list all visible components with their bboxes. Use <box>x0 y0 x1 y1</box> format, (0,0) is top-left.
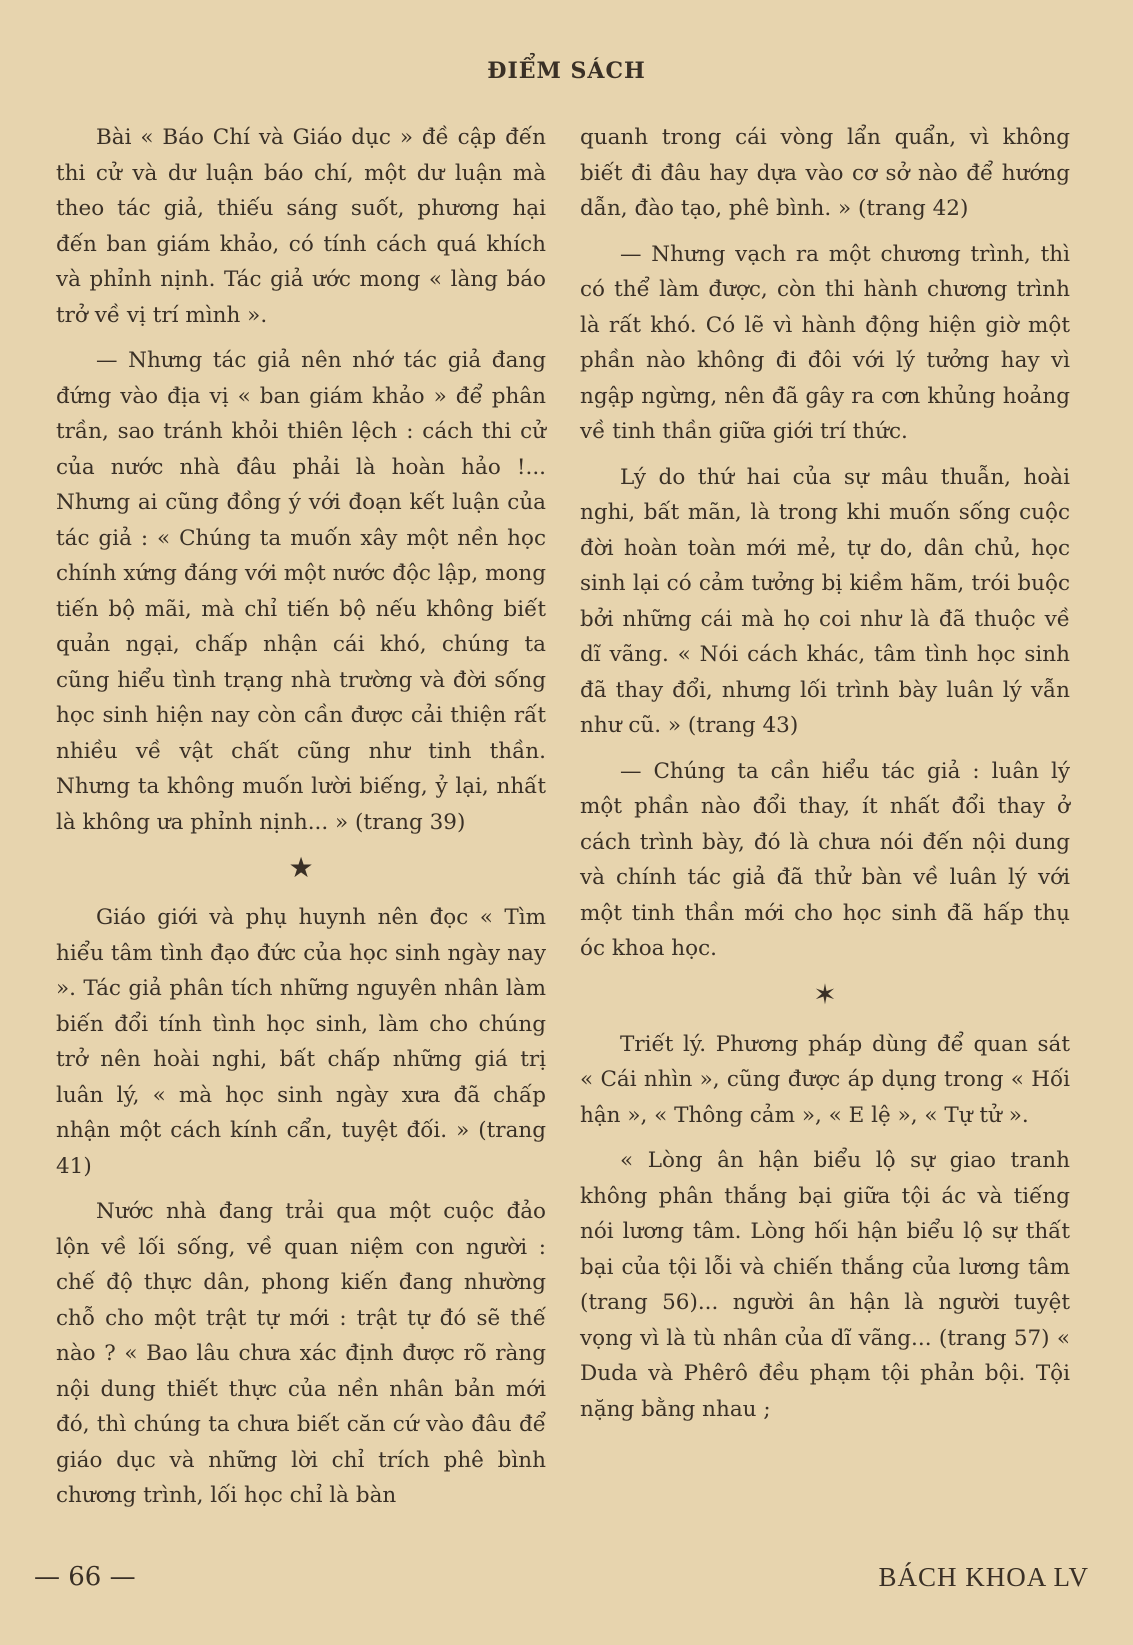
magazine-title: BÁCH KHOA LV <box>878 1562 1089 1592</box>
star-separator: ★ <box>288 851 314 884</box>
left-column <box>56 120 546 1524</box>
paragraph: Lý do thứ hai của sự mâu thuẫn, hoài nghi, bất mãn, là trong khi muốn sống cuộc đời hoàn toàn mới mẻ, tự do, dân chủ, học sinh lại có cảm tưởng bị kiềm hãm, trói buộc bởi những cái mà họ coi như là đã thuộc về dĩ vãng. « Nói cách khác, tâm tình học sinh đã thay đổi, nhưng lối trình bày luân lý vẫn như cũ. » (trang 43) <box>580 464 1070 738</box>
paragraph: Nước nhà đang trải qua một cuộc đảo lộn về lối sống, về quan niệm con người : chế độ thực dân, phong kiến đang nhường chỗ cho một trật tự mới : trật tự đó sẽ thế nào ? « Bao lâu chưa xác định được rõ ràng nội dung thiết thực của nền nhân bản mới đó, thì chúng ta chưa biết căn cứ vào đâu để giáo dục và những lời chỉ trích phê bình chương trình, lối học chỉ là bàn <box>56 1199 546 1508</box>
right-column <box>580 120 1070 1437</box>
page-number: — 66 — <box>34 1562 136 1592</box>
paragraph: Triết lý. Phương pháp dùng để quan sát « Cái nhìn », cũng được áp dụng trong « Hối hận », « Thông cảm », « E lệ », « Tự tử ». <box>580 1031 1070 1128</box>
page-header: ĐIỂM SÁCH <box>487 58 646 84</box>
paragraph: « Lòng ân hận biểu lộ sự giao tranh không phân thắng bại giữa tội ác và tiếng nói lương tâm. Lòng hối hận biểu lộ sự thất bại của tội lỗi và chiến thắng của lương tâm (trang 56)... người ân hận là người tuyệt vọng vì là tù nhân của dĩ vãng... (trang 57) « Duda và Phêrô đều phạm tội phản bội. Tội nặng bằng nhau ; <box>580 1148 1070 1422</box>
paragraph: Giáo giới và phụ huynh nên đọc « Tìm hiểu tâm tình đạo đức của học sinh ngày nay ». Tác giả phân tích những nguyên nhân làm biến đổi tính tình học sinh, làm cho chúng trở nên hoài nghi, bất chấp những giá trị luân lý, « mà học sinh ngày xưa đã chấp nhận một cách kính cẩn, tuyệt đối. » (trang 41) <box>56 905 546 1179</box>
star-separator: ✶ <box>813 977 837 1011</box>
paragraph: — Nhưng vạch ra một chương trình, thì có thể làm được, còn thi hành chương trình là rất khó. Có lẽ vì hành động hiện giờ một phần nào không đi đôi với lý tưởng hay vì ngập ngừng, nên đã gây ra cơn khủng hoảng về tinh thần giữa giới trí thức. <box>580 241 1070 444</box>
paragraph: — Chúng ta cần hiểu tác giả : luân lý một phần nào đổi thay, ít nhất đổi thay ở cách trình bày, đó là chưa nói đến nội dung và chính tác giả đã thử bàn về luân lý với một tinh thần mới cho học sinh đã hấp thụ óc khoa học. <box>580 758 1070 961</box>
paragraph: Bài « Báo Chí và Giáo dục » đề cập đến thi cử và dư luận báo chí, một dư luận mà theo tác giả, thiếu sáng suốt, phương hại đến ban giám khảo, có tính cách quá khích và phỉnh nịnh. Tác giả ước mong « làng báo trở về vị trí mình ». <box>56 125 546 328</box>
paragraph: — Nhưng tác giả nên nhớ tác giả đang đứng vào địa vị « ban giám khảo » để phân trần, sao tránh khỏi thiên lệch : cách thi cử của nước nhà đâu phải là hoàn hảo !... Nhưng ai cũng đồng ý với đoạn kết luận của tác giả : « Chúng ta muốn xây một nền học chính xứng đáng với một nước độc lập, mong tiến bộ mãi, mà chỉ tiến bộ nếu không biết quản ngại, chấp nhận cái khó, chúng ta cũng hiểu tình trạng nhà trường và đời sống học sinh hiện nay còn cần được cải thiện rất nhiều về vật chất cũng như tinh thần. Nhưng ta không muốn lười biếng, ỷ lại, nhất là không ưa phỉnh nịnh... » (trang 39) <box>56 348 546 835</box>
paragraph: quanh trong cái vòng lẩn quẩn, vì không biết đi đâu hay dựa vào cơ sở nào để hướng dẫn, đào tạo, phê bình. » (trang 42) <box>580 125 1070 221</box>
